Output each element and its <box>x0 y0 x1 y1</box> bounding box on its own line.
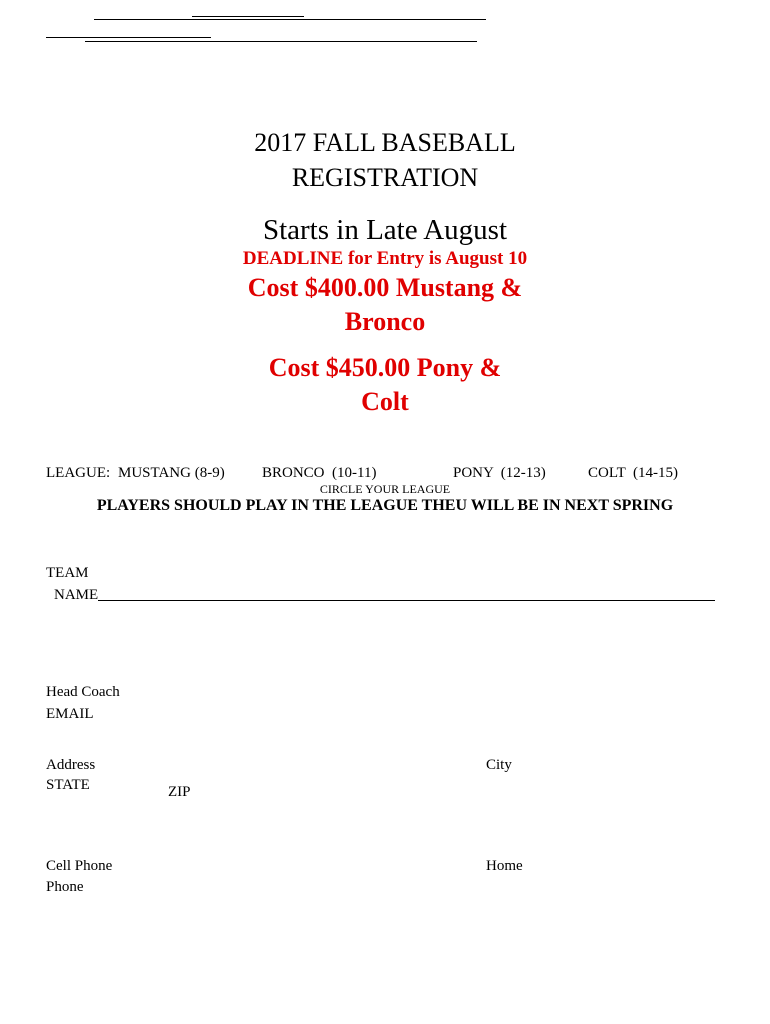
deadline-text: DEADLINE for Entry is August 10 <box>242 248 528 269</box>
home-label: Home <box>486 858 523 874</box>
address-label: Address <box>46 757 96 773</box>
cell-phone-label: Cell Phone <box>46 858 113 874</box>
league-notice: PLAYERS SHOULD PLAY IN THE LEAGUE THEU WILL BE IN NEXT SPRING <box>96 497 674 514</box>
phone-label: Phone <box>46 879 84 895</box>
league-option-bronco[interactable]: BRONCO (10-11) <box>262 465 377 481</box>
subtitle: Starts in Late August <box>262 214 508 246</box>
league-label: LEAGUE: <box>46 465 111 481</box>
zip-label: ZIP <box>168 784 191 800</box>
league-option-colt[interactable]: COLT (14-15) <box>588 465 678 481</box>
top-rule-4 <box>85 41 477 42</box>
league-option-mustang[interactable]: MUSTANG (8-9) <box>118 465 225 481</box>
head-coach-label: Head Coach <box>46 684 120 700</box>
league-option-pony[interactable]: PONY (12-13) <box>453 465 546 481</box>
page-title-line1: 2017 FALL BASEBALL <box>254 128 516 157</box>
top-rule-1 <box>94 19 486 20</box>
cost-mustang-bronco-line1: Cost $400.00 Mustang & <box>247 273 523 302</box>
team-label-line1: TEAM <box>46 565 89 581</box>
state-label: STATE <box>46 777 90 793</box>
city-label: City <box>486 757 512 773</box>
team-label-line2: NAME <box>54 587 99 603</box>
team-name-field[interactable] <box>98 600 715 601</box>
cost-pony-colt-line2: Colt <box>361 387 409 416</box>
cost-mustang-bronco-line2: Bronco <box>344 307 426 336</box>
page-title-line2: REGISTRATION <box>291 163 479 192</box>
top-rule-2 <box>192 16 304 17</box>
email-label: EMAIL <box>46 706 94 722</box>
cost-pony-colt-line1: Cost $450.00 Pony & <box>268 353 502 382</box>
top-rule-3 <box>46 37 211 38</box>
circle-league-instruction: CIRCLE YOUR LEAGUE <box>319 482 451 496</box>
